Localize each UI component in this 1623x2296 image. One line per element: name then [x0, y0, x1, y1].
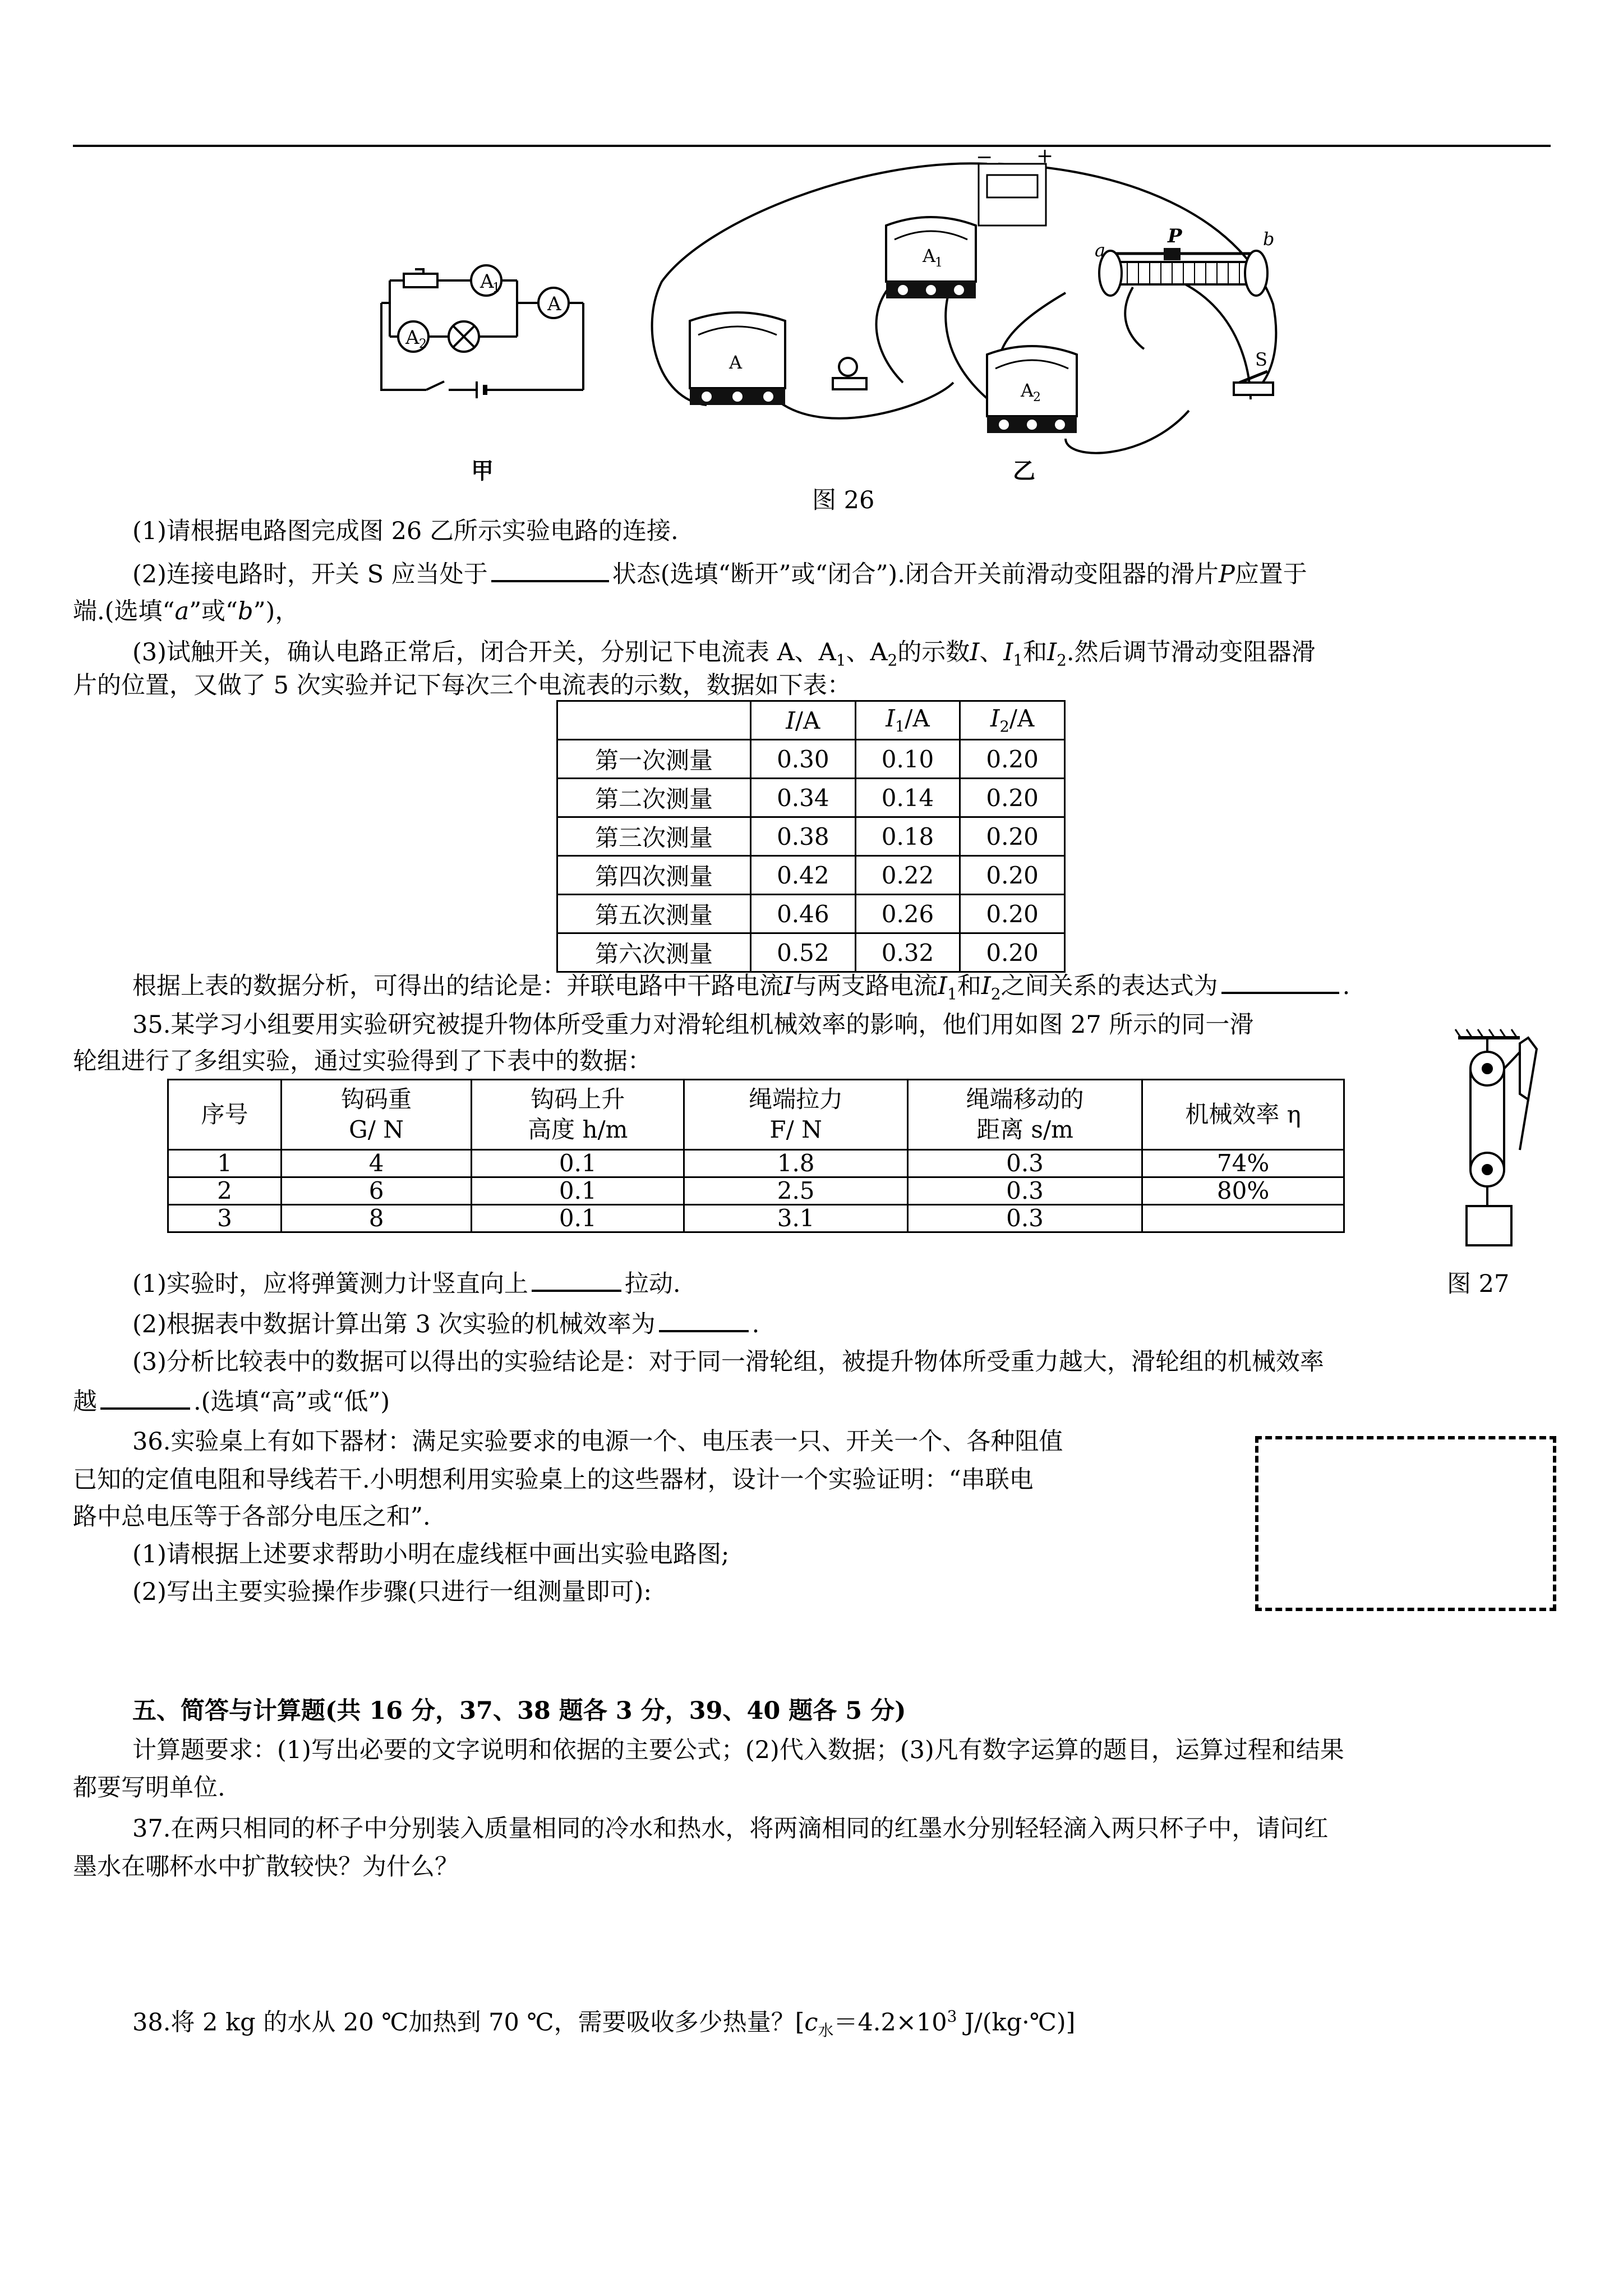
a1-symbol: A: [480, 270, 494, 293]
circuit-drawing-box[interactable]: [1255, 1436, 1556, 1611]
table-cell: 0.42: [751, 856, 856, 895]
svg-text:A: A: [1021, 380, 1034, 401]
table-cell: 0.46: [751, 895, 856, 933]
table-header-cell: $I_1/A$: [855, 701, 960, 740]
q37-line2: 墨水在哪杯水中扩散较快？为什么？: [73, 1853, 459, 1881]
table-row: [557, 933, 1065, 972]
table-cell: 6: [281, 1177, 471, 1205]
table-cell: 1: [168, 1150, 282, 1177]
q35-line1: 35.某学习小组要用实验研究被提升物体所受重力对滑轮组机械效率的影响，他们用如图 27 所示的同一滑: [132, 1011, 1254, 1039]
q38-text: 38.将 2 kg 的水从 20 ℃加热到 70 ℃，需要吸收多少热量？[$c_水=4.2\times 10^3$ J/(kg·℃)]: [132, 2007, 1076, 2040]
figure-27-caption: 图 27: [1447, 1270, 1510, 1298]
q36-part1: (1)请根据上述要求帮助小明在虚线框中画出实验电路图;: [132, 1540, 730, 1568]
table-row: [557, 895, 1065, 933]
q34-part2-line2: 端.(选填“a”或“b”)，: [73, 597, 299, 625]
table-row: [557, 817, 1065, 856]
table-header-cell: 绳端移动的 距离 s/m: [907, 1080, 1142, 1150]
table-cell: 0.1: [472, 1150, 684, 1177]
table-cell: 0.1: [472, 1177, 684, 1205]
q34-part1: (1)请根据电路图完成图 26 乙所示实验电路的连接.: [132, 517, 679, 545]
table-cell: 2: [168, 1177, 282, 1205]
table-cell: 0.3: [907, 1150, 1142, 1177]
svg-text:A: A: [729, 352, 743, 373]
table-cell: 第一次测量: [557, 740, 751, 779]
table-cell: 第四次测量: [557, 856, 751, 895]
q35-part3-line2: 越 .(选填“高”或“低”): [73, 1383, 390, 1419]
svg-text:2: 2: [1033, 390, 1041, 404]
answer-blank[interactable]: [1221, 967, 1339, 994]
end-a-label: a: [1095, 240, 1106, 261]
table-row: [168, 1177, 1344, 1205]
table-cell: 0.20: [960, 895, 1065, 933]
battery-plus-label: +: [1036, 147, 1054, 168]
table-cell: 3.1: [684, 1205, 908, 1232]
figure-27-pulley-diagram: [1447, 1021, 1559, 1262]
table-header-cell: 钩码上升 高度 h/m: [472, 1080, 684, 1150]
svg-text:A: A: [923, 245, 936, 266]
a-symbol: A: [547, 293, 561, 315]
table-header-cell: [557, 701, 751, 740]
q34-part3-line1: (3)试触开关，确认电路正常后，闭合开关，分别记下电流表 A、$A_1$、$A_2$的示数I、$I_1$和$I_2$.然后调节滑动变阻器滑: [132, 638, 1316, 670]
table-header-cell: 序号: [168, 1080, 282, 1150]
table-cell: 0.3: [907, 1177, 1142, 1205]
end-b-label: b: [1263, 228, 1275, 250]
q34-part2-line1: (2)连接电路时，开关 S 应当处于 状态(选填“断开”或“闭合”).闭合开关前滑动变阻器的滑片P应置于: [132, 555, 1307, 591]
table-header-row: [557, 701, 1065, 740]
q36-line1: 36.实验桌上有如下器材：满足实验要求的电源一个、电压表一只、开关一个、各种阻值: [132, 1428, 1063, 1456]
table-cell: 0.1: [472, 1205, 684, 1232]
table-cell: 0.20: [960, 817, 1065, 856]
table-cell: 0.20: [960, 740, 1065, 779]
table-cell: 0.18: [855, 817, 960, 856]
table-cell: 0.3: [907, 1205, 1142, 1232]
table-row: [557, 740, 1065, 779]
answer-blank[interactable]: [659, 1305, 749, 1332]
q35-line2: 轮组进行了多组实验，通过实验得到了下表中的数据：: [73, 1047, 652, 1075]
table-cell: 0.38: [751, 817, 856, 856]
table-cell: 80%: [1142, 1177, 1344, 1205]
q34-conclusion: 根据上表的数据分析，可得出的结论是：并联电路中干路电流I与两支路电流$I_1$和$I_2$之间关系的表达式为 .: [132, 967, 1350, 1011]
table-header-row: [168, 1080, 1344, 1150]
q36-line2: 已知的定值电阻和导线若干.小明想利用实验桌上的这些器材，设计一个实验证明：“串联电: [73, 1466, 1034, 1494]
table-cell: 0.20: [960, 933, 1065, 972]
q35-part1: (1)实验时，应将弹簧测力计竖直向上 拉动.: [132, 1265, 681, 1301]
figure-26-label-yi: 乙: [1013, 458, 1035, 484]
table-cell: 第五次测量: [557, 895, 751, 933]
section-5-heading: 五、简答与计算题(共 16 分，37、38 题各 3 分，39、40 题各 5 分): [132, 1697, 906, 1725]
table-header-cell: 机械效率 η: [1142, 1080, 1344, 1150]
table-cell: 0.22: [855, 856, 960, 895]
table-cell: 0.20: [960, 779, 1065, 817]
table-cell: 0.52: [751, 933, 856, 972]
table-row: [557, 856, 1065, 895]
table-cell: 0.26: [855, 895, 960, 933]
answer-blank[interactable]: [491, 555, 609, 582]
table-cell: 3: [168, 1205, 282, 1232]
section-5-requirements-line2: 都要写明单位.: [73, 1774, 225, 1802]
table-cell: 0.34: [751, 779, 856, 817]
svg-text:1: 1: [492, 281, 500, 295]
table-cell: 第六次测量: [557, 933, 751, 972]
svg-text:2: 2: [419, 337, 427, 351]
switch-s-label: S: [1255, 349, 1267, 370]
answer-blank[interactable]: [100, 1383, 190, 1410]
table-cell: 0.14: [855, 779, 960, 817]
table-row: [168, 1205, 1344, 1232]
table-header-cell: I/A: [751, 701, 856, 740]
svg-text:1: 1: [935, 256, 943, 270]
q37-line1: 37.在两只相同的杯子中分别装入质量相同的冷水和热水，将两滴相同的红墨水分别轻轻滴入两只杯子中，请问红: [132, 1815, 1329, 1843]
table-cell: 4: [281, 1150, 471, 1177]
table-cell: 8: [281, 1205, 471, 1232]
table-cell: 0.20: [960, 856, 1065, 895]
figure-26-label-jia: 甲: [471, 458, 494, 484]
table-cell: [1142, 1205, 1344, 1232]
figure-26-caption: 图 26: [812, 486, 875, 514]
lamp-icon: [833, 358, 866, 389]
current-measurements-table: [556, 700, 1066, 973]
table-cell: 0.10: [855, 740, 960, 779]
table-header-cell: $I_2/A$: [960, 701, 1065, 740]
table-cell: 第三次测量: [557, 817, 751, 856]
answer-blank[interactable]: [532, 1265, 621, 1292]
table-cell: 0.30: [751, 740, 856, 779]
section-5-requirements-line1: 计算题要求：(1)写出必要的文字说明和依据的主要公式；(2)代入数据；(3)凡有数字运算的题目，运算过程和结果: [132, 1736, 1344, 1764]
figure-26-apparatus-diagram: [639, 147, 1290, 461]
q36-line3: 路中总电压等于各部分电压之和”.: [73, 1503, 431, 1531]
q34-part3-line2: 片的位置，又做了 5 次实验并记下每次三个电流表的示数，数据如下表：: [73, 671, 851, 700]
figure-26-circuit-diagram: [370, 247, 594, 404]
table-cell: 第二次测量: [557, 779, 751, 817]
table-cell: 0.32: [855, 933, 960, 972]
a2-symbol: A: [405, 326, 419, 349]
q35-part3-line1: (3)分析比较表中的数据可以得出的实验结论是：对于同一滑轮组，被提升物体所受重力越大，滑轮组的机械效率: [132, 1348, 1324, 1376]
q36-part2: (2)写出主要实验操作步骤(只进行一组测量即可):: [132, 1578, 652, 1606]
table-row: [168, 1150, 1344, 1177]
battery-minus-label: −: [976, 147, 993, 169]
table-cell: 74%: [1142, 1150, 1344, 1177]
table-row: [557, 779, 1065, 817]
q35-part2: (2)根据表中数据计算出第 3 次实验的机械效率为 .: [132, 1305, 759, 1341]
slider-p-label: P: [1168, 225, 1182, 247]
table-header-cell: 绳端拉力 F/ N: [684, 1080, 908, 1150]
table-cell: 2.5: [684, 1177, 908, 1205]
pulley-efficiency-table: [167, 1079, 1345, 1233]
table-cell: 1.8: [684, 1150, 908, 1177]
table-header-cell: 钩码重 G/ N: [281, 1080, 471, 1150]
